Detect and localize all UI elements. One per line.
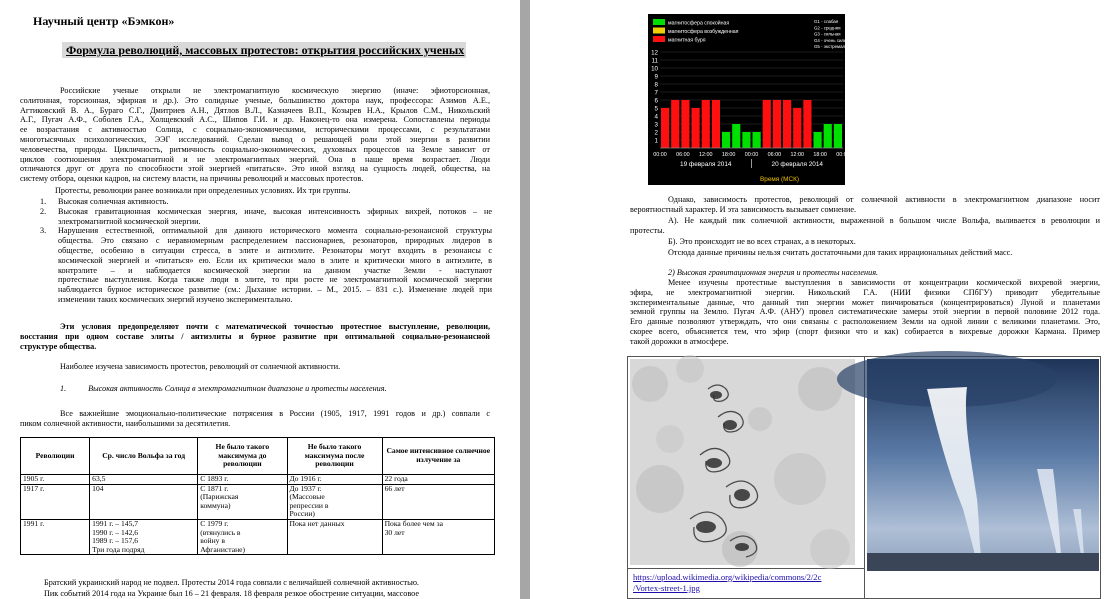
- table-row: [21, 519, 495, 554]
- y-tick-label: 12: [651, 49, 658, 57]
- legend-swatch: [653, 36, 665, 42]
- table-header-cell: Не было такого максимума до революции: [198, 438, 287, 475]
- x-tick-label: 00:00: [836, 152, 850, 158]
- legend-swatch: [653, 28, 665, 34]
- condition-line: Высокая солнечная активность.: [58, 197, 169, 206]
- bold-conclusion-line: структуре общества.: [20, 341, 97, 351]
- bold-conclusion-line: Эти условия предопределяют почти с математической точностью протестное выступление, революции,: [60, 322, 490, 331]
- intro-line: циклов соотношения электромагнитной и не электромагнитных энергий. Она в наше время возрастает. Люди: [20, 154, 490, 164]
- x-tick-label: 06:00: [676, 152, 690, 158]
- x-tick-label: 18:00: [813, 152, 827, 158]
- chart-bar: [814, 132, 822, 148]
- x-tick-label: 12:00: [790, 152, 804, 158]
- storm-scale-label: G4 - очень сильная: [814, 37, 854, 43]
- section1-title: Высокая активность Солнца в электромагнитном диапазоне и протесты населения.: [88, 384, 387, 393]
- table-cell-line: (Парижская: [200, 492, 239, 502]
- chart-bar: [763, 100, 771, 148]
- chart-bar: [732, 124, 740, 148]
- revolutions-table: [20, 437, 495, 555]
- upheaval-line: Все важнейшие эмоционально-политические потрясения в России (1905, 1917, 1991 годов и др.) совпали с: [60, 409, 490, 418]
- item-a-line: А). Не каждый пик солнечной активности, выраженной в большом числе Вольфа, выливается в революции и: [668, 216, 1100, 225]
- intro-line: А.Г., Пугач А.Ф., Соболев Г.А., Холщевский А.С., Шипов Г.И. и др. Наконец-то она измерена. Сопоставлены периоды: [20, 115, 490, 125]
- table-cell-line: (Массовые: [289, 492, 325, 502]
- chart-bar: [824, 124, 832, 148]
- table-cell: [21, 519, 90, 554]
- intro-line: человечества, природы. Цикличность, ритмичность социально-экономических, духовных процессов на Земле зависит от: [20, 144, 490, 154]
- intro-line: систему отбора, оценки кадров, на систему власти, на причины революций и массовых протестов.: [20, 174, 364, 184]
- section1-heading: [60, 384, 387, 393]
- document-page-right: [530, 0, 1115, 599]
- y-tick-label: 3: [654, 121, 658, 129]
- section2-line: эфира, не электромагнитной энергии. Никольский Г.А. (НИИ физики СПбГУ) приводит убедительные: [630, 287, 1100, 297]
- tornado-photo: [867, 359, 1099, 571]
- chart-bar: [803, 100, 811, 148]
- y-tick-label: 9: [654, 73, 658, 81]
- y-tick-label: 7: [654, 89, 658, 97]
- bold-conclusion-line: восстания при одном составе элиты / антиэлиты и бурное развитие при оптимальной социально-резонансной: [20, 331, 490, 341]
- condition-line: космической энергией и «питаться» ею. Если их критически мало в элите и критически много в антиэлите, в: [58, 255, 492, 265]
- bottom-line-2: Пик событий 2014 года на Украине был 16 – 21 февраля. 18 февраля резкое обострение ситуации, массовое: [44, 589, 420, 598]
- condition-number: 1.: [40, 197, 47, 206]
- conditions-list: [40, 197, 492, 305]
- table-header-cell: Революции: [21, 438, 90, 475]
- table-cell-line: Афганистане): [200, 544, 246, 554]
- table-cell-line: До 1937 г.: [289, 483, 322, 493]
- table-cell-line: С 1871 г.: [200, 483, 229, 493]
- image-source-link[interactable]: https://upload.wikimedia.org/wikipedia/commons/2/2c: [633, 572, 822, 582]
- table-cell-line: 63,5: [92, 474, 106, 483]
- chart-bar: [692, 108, 700, 148]
- dependency-paragraph: [630, 195, 1100, 215]
- bold-conclusion: [20, 322, 490, 351]
- section2-line: такой дорожки в атмосфере.: [630, 336, 729, 346]
- intro-paragraph: [20, 86, 490, 184]
- table-cell: [382, 484, 494, 519]
- table-cell-line: 1917 г.: [23, 483, 45, 493]
- table-cell-line: Пока более чем за: [384, 518, 443, 528]
- section2-line: экспериментальные данные, что данный тип энергии может пинчироваться (концентрироваться) Луной и планетами: [630, 297, 1100, 307]
- table-cell-line: 22 года: [384, 474, 408, 483]
- vortex-street-image: [630, 359, 855, 565]
- x-date-label: 19 февраля 2014: [680, 161, 732, 168]
- table-header-cell: Самое интенсивное солнечное излучение за: [382, 438, 494, 475]
- condition-line: наблюдается бурное историческое развитие (см.: Дыхание истории. – М., 2015. – 831 с.). Изменение людей при: [58, 285, 492, 295]
- chart-bar: [783, 100, 791, 148]
- condition-line: Высокая гравитационная космическая энергия, иначе, высокая интенсивность эфирных вихрей, потоков – не: [58, 206, 492, 216]
- table-cell-line: 66 лет: [384, 483, 405, 493]
- intro-line: многотысячных психологических, ЭЭГ исследований. Сделан вывод о решающей роли этой энергии в развитии: [20, 134, 490, 144]
- table-cell: [287, 484, 382, 519]
- chart-bar: [834, 124, 842, 148]
- section2-paragraph: [630, 278, 1100, 347]
- table-cell-line: (втянулись в: [200, 527, 241, 537]
- table-header-cell: Ср. число Вольфа за год: [90, 438, 198, 475]
- y-tick-label: 5: [654, 105, 658, 113]
- table-cell-line: С 1893 г.: [200, 474, 229, 483]
- y-tick-label: 11: [651, 57, 658, 65]
- table-cell-line: 30 лет: [384, 527, 405, 537]
- section2-line: Менее изучены протестные выступления в зависимости от концентрации космической вихревой энергии,: [668, 278, 1100, 287]
- condition-line: обществе, особенно в ситуации стресса, в элите и антиэлите. Резонаторы могут входить в резонансы с: [58, 245, 492, 255]
- intro-line: Агтиковский В. А., Бураго С.Г., Дмитриев А.Н., Дятлов В.Л., Казначеев В.П., Козырев Н.А., Крылов С.М., Никольский: [20, 105, 490, 115]
- table-cell: [90, 519, 198, 554]
- table-cell: [382, 519, 494, 554]
- condition-number: 2.: [40, 206, 47, 216]
- storm-scale-label: G5 - экстремальная: [814, 44, 855, 50]
- table-cell-line: 1990 г. – 142,6: [92, 527, 139, 537]
- table-cell: [198, 519, 287, 554]
- table-cell-line: 1991 г.: [23, 518, 45, 528]
- section2-line: Его данные позволяют утверждать, что они связаны с расположением Земли на одной линии с великими планетами. Это,: [630, 317, 1100, 327]
- item-a-line: протесты.: [630, 225, 665, 235]
- condition-line: Нарушения естественной, оптимальной для данного исторического момента социально-резонансной структуры: [58, 226, 492, 236]
- condition-number: 3.: [40, 226, 47, 236]
- image-source-link-cont[interactable]: /Vortex-street-1.jpg: [633, 583, 700, 593]
- chart-bar: [773, 100, 781, 148]
- bottom-line-1: Братский украинский народ не подвел. Протесты 2014 года совпали с величайшей солнечной активностью.: [44, 578, 419, 587]
- condition-item: [40, 226, 492, 304]
- table-cell: [21, 484, 90, 519]
- table-cell: [90, 475, 198, 485]
- legend-label: магнитосфера возбужденная: [668, 29, 739, 36]
- condition-line: изменении таких космических энергий изучено экспериментально.: [58, 294, 293, 304]
- table-cell-line: 1991 г. – 145,7: [92, 518, 139, 528]
- table-cell-line: 1989 г. – 157,6: [92, 536, 139, 546]
- storm-scale-label: G1 - слабая: [814, 19, 839, 24]
- table-cell-line: войну в: [200, 536, 225, 546]
- table-cell-line: 1905 г.: [23, 474, 45, 483]
- legend-swatch: [653, 19, 665, 25]
- chart-bar: [712, 100, 720, 148]
- condition-line: протестные выступления. Когда также люди в элите, то при росте не электромагнитной космической энергии: [58, 275, 492, 285]
- x-tick-label: 00:00: [653, 152, 667, 158]
- section2-line: земной группы на Землю. Пугач А.Ф. (АНУ) провел систематические замеры этой энергии в первой половине 2012 года.: [630, 307, 1100, 317]
- y-tick-label: 1: [654, 137, 658, 145]
- org-title: Научный центр «Бэмкон»: [33, 14, 175, 28]
- table-cell: [287, 519, 382, 554]
- item-b: Б). Это происходит не во всех странах, а в некоторых.: [668, 237, 856, 246]
- item-a: [630, 216, 1100, 236]
- table-cell-line: Три года подряд: [92, 544, 145, 554]
- condition-item: [40, 207, 492, 227]
- chart-bar: [753, 132, 761, 148]
- y-tick-label: 8: [654, 81, 658, 89]
- chart-bar: [793, 108, 801, 148]
- table-cell: [382, 475, 494, 485]
- dependency-line: Однако, зависимость протестов, революций от солнечной активности в электромагнитном диапазоне носит: [668, 195, 1100, 204]
- y-tick-label: 4: [654, 113, 658, 121]
- y-tick-label: 6: [654, 97, 658, 105]
- table-cell: [198, 484, 287, 519]
- table-cell-line: С 1979 г.: [200, 518, 229, 528]
- upheaval-line: пиком солнечной активности, наибольшими за десятилетия.: [20, 418, 231, 428]
- x-tick-label: 06:00: [767, 152, 782, 158]
- table-cell-line: репрессии в: [289, 500, 329, 510]
- section2-heading: 2) Высокая гравитационная энергия и протесты населения.: [668, 268, 879, 277]
- table-cell: [90, 484, 198, 519]
- table-cell: [287, 475, 382, 485]
- y-tick-label: 10: [651, 65, 658, 73]
- table-cell-line: 104: [92, 483, 104, 493]
- chart-bar: [681, 100, 689, 148]
- legend-label: магнитная буря: [668, 37, 706, 44]
- intro-line: Российские ученые открыли не электромагнитную космическую энергию (иначе: эфиоторсионная,: [60, 86, 490, 95]
- x-axis-title: Время (МСК): [760, 176, 799, 183]
- storm-scale-label: G2 - средняя: [814, 25, 841, 31]
- y-tick-label: 2: [654, 129, 658, 137]
- x-tick-label: 00:00: [744, 152, 759, 158]
- document-page-left: [0, 0, 520, 599]
- section2-line: скорее всего, объясняется тем, что эфир (спорт физики что и как) собирается в вихревые дорожки Кармана. Пример: [630, 326, 1100, 336]
- condition-line: электромагнитной космической энергии.: [58, 216, 201, 226]
- x-date-label: 20 февраля 2014: [771, 161, 823, 168]
- table-cell: [198, 475, 287, 485]
- x-tick-label: 18:00: [721, 152, 736, 158]
- chart-bar: [722, 132, 730, 148]
- condition-item: [40, 197, 492, 207]
- conclusion-line: Отсюда данные причины нельзя считать достаточными для таких иррациональных действий масс.: [668, 248, 1013, 257]
- intro-line: ее возрастания с активностью Солнца, с социально-экономическими, историческими процессами, с результатами: [20, 125, 490, 135]
- table-cell: [21, 475, 90, 485]
- intro-line: отличаются друг от друга по способности этой энергией «питаться». Это иной взгляд на сущность людей, общества, на: [20, 164, 490, 174]
- section1-num: 1.: [60, 384, 67, 393]
- geomagnetic-chart: [648, 14, 855, 185]
- legend-label: магнитосфера спокойная: [668, 20, 730, 27]
- chart-bar: [742, 132, 750, 148]
- chart-bar: [671, 100, 679, 148]
- upheaval-paragraph: [20, 409, 490, 429]
- studied-line: Наиболее изучена зависимость протестов, революций от солнечной активности.: [60, 362, 341, 371]
- storm-scale-label: G3 - сильная: [814, 31, 841, 37]
- table-row: [21, 484, 495, 519]
- table-cell-line: До 1916 г.: [289, 474, 322, 483]
- condition-line: общества. Это связано с неравномерным распределением пассионариев, резонаторов, природных лидеров в: [58, 236, 492, 246]
- document-heading: Формула революций, массовых протестов: открытия российских ученых: [66, 43, 465, 57]
- protests-line: Протесты, революции ранее возникали при определенных условиях. Их три группы.: [55, 186, 351, 195]
- condition-line: контрэлите – и наблюдается космической энергии на данном участке Земли - наступают: [58, 265, 492, 275]
- table-cell-line: России): [289, 509, 315, 519]
- table-cell-line: коммуна): [200, 500, 231, 510]
- chart-bar: [661, 108, 669, 148]
- x-tick-label: 12:00: [699, 152, 713, 158]
- intro-line: солитонная, торсионная, эфирная и др.). Это солидные ученые, большинство доктора наук, профессора: Азимов А.Е.,: [20, 95, 490, 105]
- table-cell-line: Пока нет данных: [289, 518, 345, 528]
- table-row: [21, 475, 495, 485]
- chart-bar: [702, 100, 710, 148]
- table-header-cell: Не было такого максимума после революции: [287, 438, 382, 475]
- dependency-line: вероятностный характер. И эта зависимость вызывает сомнение.: [630, 204, 857, 214]
